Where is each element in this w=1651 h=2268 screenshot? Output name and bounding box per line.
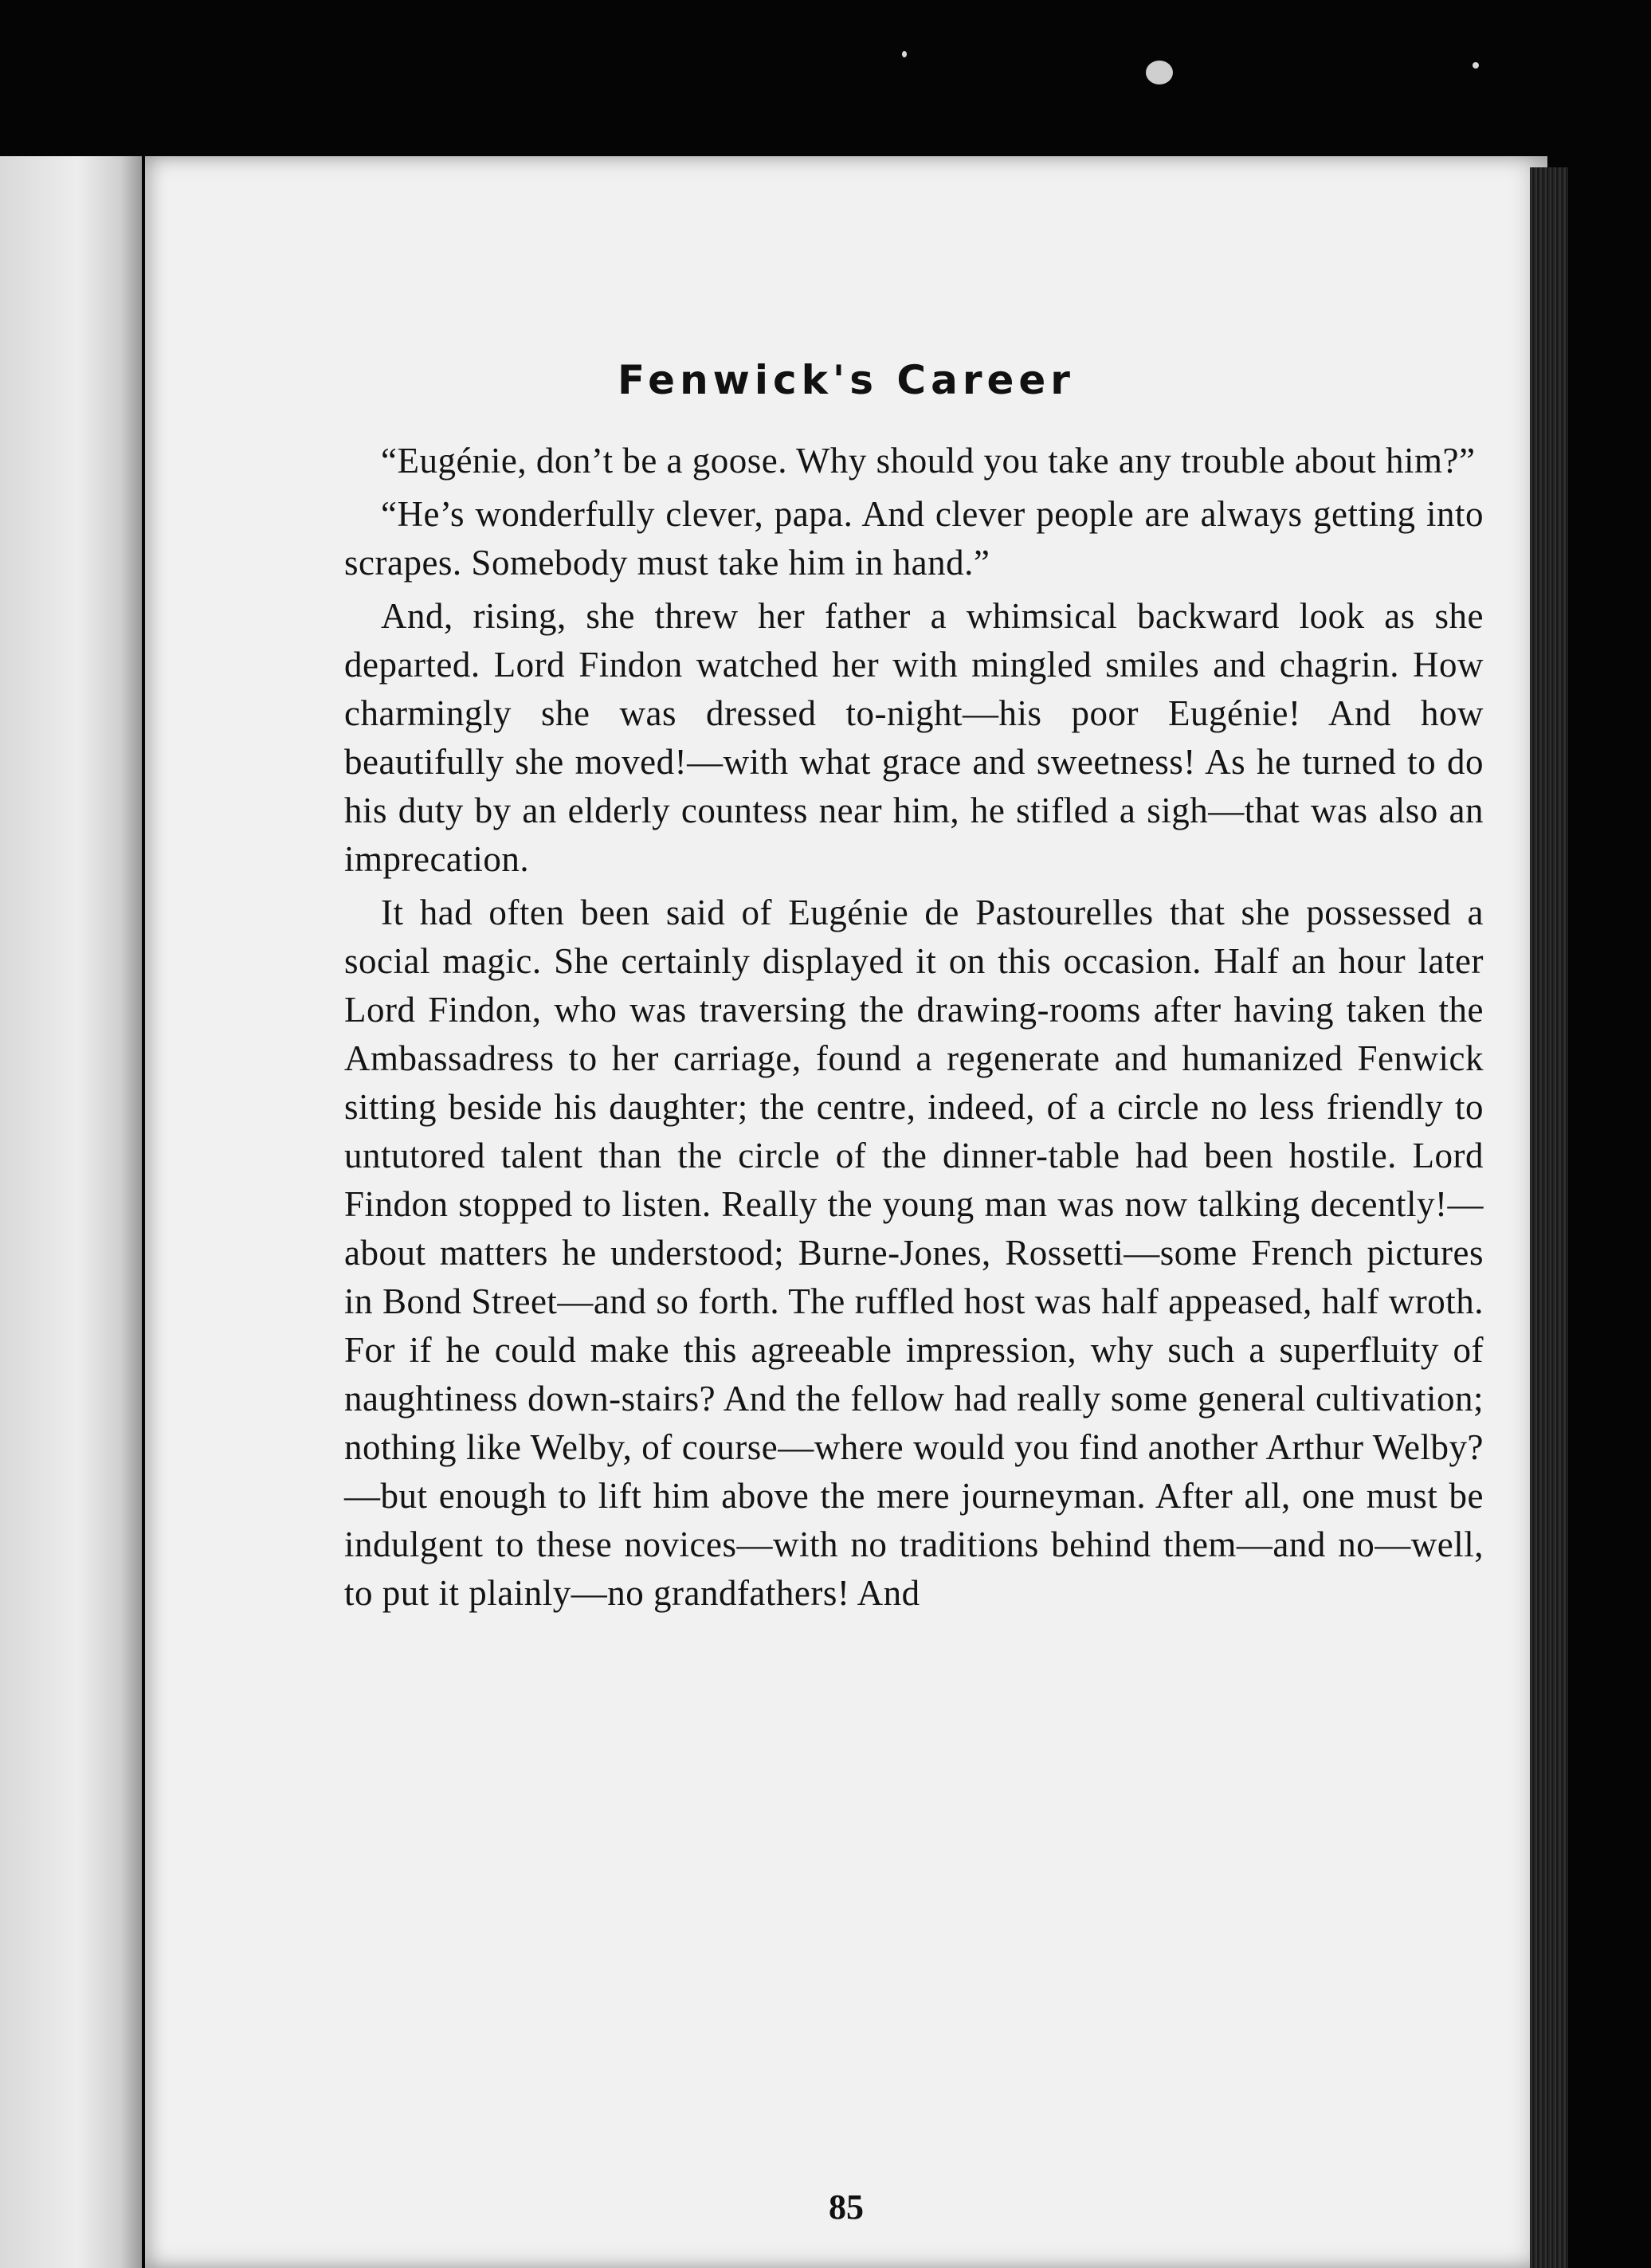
paragraph: “He’s wonderfully clever, papa. And clever people are always getting into scrapes. Somebody must take him in hand.” <box>344 494 1484 583</box>
facing-page-edge <box>0 156 142 2268</box>
page-number: 85 <box>829 2188 864 2227</box>
scan-speck <box>1473 62 1479 69</box>
running-head: Fenwick's Career <box>618 357 1075 403</box>
scan-speck <box>1146 61 1173 84</box>
scan-speck <box>902 51 907 57</box>
page-body <box>344 437 1484 1623</box>
page-block-edge <box>1530 167 1568 2268</box>
paragraph: It had often been said of Eugénie de Pastourelles that she possessed a social magic. She certainly displayed it on this occasion. Half an hour later Lord Findon, who was traversing the drawing-rooms after having taken the Ambassadress to her carriage, found a regenerate and humanized Fenwick sitting beside his daughter; the centre, indeed, of a circle no less friendly to untutored talent than the circle of the dinner-table had been hostile. Lord Findon stopped to listen. Really the young man was now talking decently!—about matters he understood; Burne-Jones, Rossetti—some French pictures in Bond Street—and so forth. The ruffled host was half appeased, half wroth. For if he could make this agreeable impression, why such a superfluity of naughtiness down-stairs? And the fellow had really some general cultivation; nothing like Welby, of course—where would you find another Arthur Welby?—but enough to lift him above the mere journeyman. After all, one must be indulgent to these novices—with no traditions behind them—and no—well, to put it plainly—no grandfathers! And <box>344 893 1484 1613</box>
paragraph: And, rising, she threw her father a whimsical backward look as she departed. Lord Findon watched her with mingled smiles and chagrin. How charmingly she was dressed to-night—his poor Eugénie! And how beautifully she moved!—with what grace and sweetness! As he turned to do his duty by an elderly countess near him, he stifled a sigh—that was also an imprecation. <box>344 596 1484 879</box>
paragraph: “Eugénie, don’t be a goose. Why should you take any trouble about him?” <box>381 441 1476 481</box>
book-page <box>145 156 1547 2268</box>
